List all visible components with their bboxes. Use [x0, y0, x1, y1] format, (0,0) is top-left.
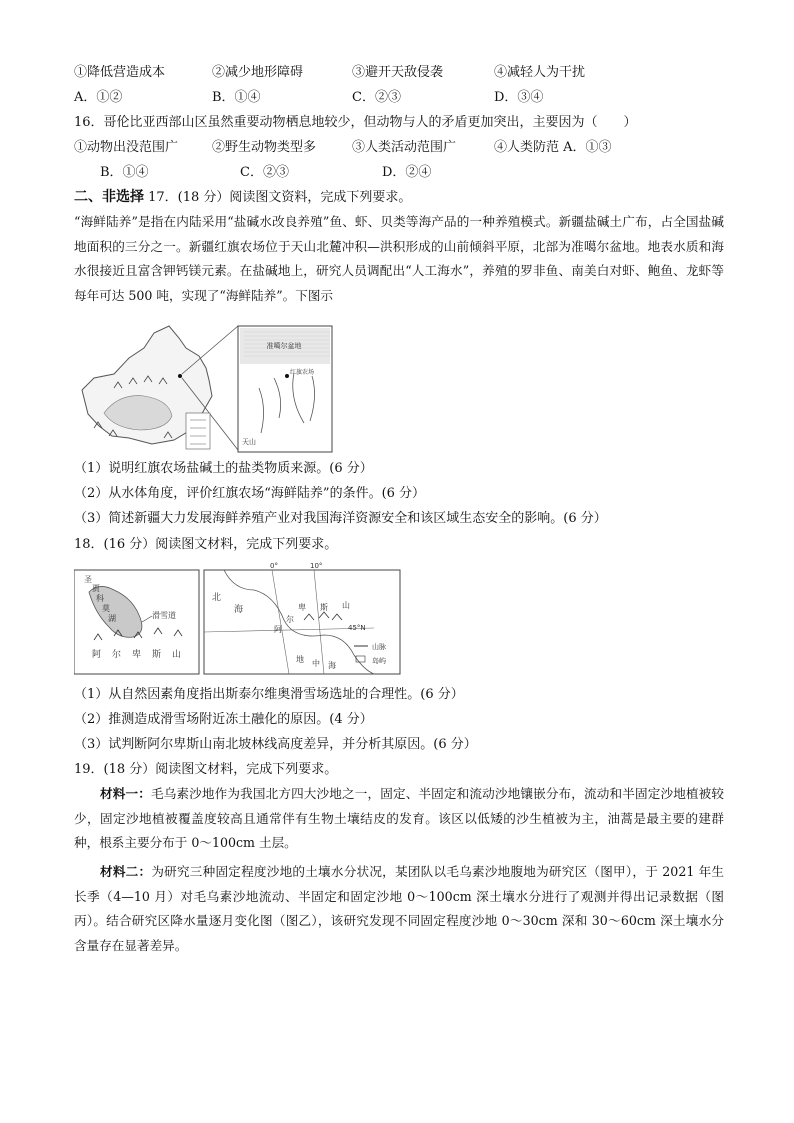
q18-question-1: （1）从自然因素角度指出斯泰尔维奥滑雪场选址的合理性。(6 分）	[74, 687, 464, 702]
alps-right-char-1: 阿	[274, 625, 282, 634]
q19-title: 19．(18 分）阅读图文材料，完成下列要求。	[74, 762, 338, 777]
ski-run-label: 滑雪道	[152, 611, 176, 620]
lon-0-label: 0°	[270, 562, 278, 570]
q16-option-2: ②野生动物类型多	[212, 140, 317, 155]
q16-choice-c: C．②③	[240, 165, 289, 180]
q16-choice-d: D．②④	[382, 165, 432, 180]
north-sea-char-1: 北	[212, 593, 222, 603]
material-2-label: 材料二：	[100, 864, 152, 879]
q15-option-4: ④减轻人为干扰	[494, 65, 586, 80]
q15-choice-c: C．②③	[352, 90, 401, 105]
inset-farm-dot	[285, 374, 289, 378]
q15-option-3: ③避开天敌侵袭	[352, 65, 444, 80]
q16-choice-b: B．①④	[100, 165, 149, 180]
q17-question-1: （1）说明红旗农场盐碱土的盐类物质来源。(6 分）	[74, 461, 373, 476]
q15-choice-a: A．①②	[74, 90, 123, 105]
med-char-3: 海	[328, 661, 336, 670]
q19-material-1	[74, 782, 724, 856]
q17-xinjiang-map	[74, 318, 334, 456]
q16-option-1: ①动物出没范围广	[74, 140, 179, 155]
q18-question-2: （2）推测造成滑雪场附近冻土融化的原因。(4 分）	[74, 712, 373, 727]
north-sea-char-2: 海	[234, 605, 244, 615]
med-char-2: 中	[312, 659, 320, 668]
q16-option-4: ④人类防范 A．①③	[494, 140, 612, 155]
q18-question-3: （3）试判断阿尔卑斯山南北坡林线高度差异，并分析其原因。(6 分）	[74, 737, 477, 752]
lake-char-3: 科	[96, 594, 104, 603]
lake-char-1: 圣	[84, 575, 92, 584]
q15-choice-d: D．③④	[494, 90, 544, 105]
legend-mountain-label: 山脉	[372, 643, 386, 651]
material-2-text: 为研究三种固定程度沙地的土壤水分状况，某团队以毛乌素沙地腹地为研究区（图甲），于 2021 年生长季（4—10 月）对毛乌素沙地流动、半固定和固定沙地 0～100cm 深土壤水分进行了观测并得出记录数据（图丙）。结合研究区降水量逐月变化图（图乙），该研究发现不同固定程度沙地 0～30cm 深和 30～60cm 深土壤水分含量存在显著差异。	[74, 864, 724, 953]
q17-question-3: （3）简述新疆大力发展海鲜养殖产业对我国海洋资源安全和该区域生态安全的影响。(6 分）	[74, 511, 607, 526]
q17-material: “海鲜陆养”是指在内陆采用“盐碱水改良养殖”鱼、虾、贝类等海产品的一种养殖模式。新疆盐碱土广布，占全国盐碱地面积的三分之一。新疆红旗农场位于天山北麓冲积—洪积形成的山前倾斜平原，北部为准噶尔盆地。地表水质和海水很接近且富含钾钙镁元素。在盐碱地上，研究人员调配出“人工海水”，养殖的罗非鱼、南美白对虾、鲍鱼、龙虾等每年可达 500 吨，实现了“海鲜陆养”。下图示	[74, 214, 724, 303]
q17-map-legend	[186, 413, 210, 449]
alps-left-char-3: 卑	[132, 650, 142, 660]
lon-10-label: 10°	[310, 562, 323, 570]
section-heading: 二、非选择	[74, 189, 144, 205]
q17-question-2: （2）从水体角度，评价红旗农场“海鲜陆养”的条件。(6 分）	[74, 486, 426, 501]
alps-right-char-5: 山	[342, 601, 350, 610]
q15-option-2: ②减少地形障碍	[212, 65, 304, 80]
material-1-label: 材料一：	[100, 786, 151, 801]
q17-title: 17．(18 分）阅读图文资料，完成下列要求。	[148, 190, 412, 205]
q19-material-2	[74, 860, 724, 958]
q15-option-1: ①降低营造成本	[74, 65, 166, 80]
lat-45-label: 45°N	[348, 624, 366, 632]
section-heading-line	[74, 188, 411, 207]
q18-alps-maps	[74, 560, 404, 678]
alps-left-char-1: 阿	[92, 650, 102, 660]
q16-option-3: ③人类活动范围广	[352, 140, 457, 155]
basin-label: 准噶尔盆地	[266, 342, 302, 350]
q18-title: 18．(16 分）阅读图文材料，完成下列要求。	[74, 537, 338, 552]
lake-char-4: 莫	[102, 604, 110, 613]
alps-right-char-3: 卑	[298, 603, 306, 612]
q15-choice-b: B．①④	[212, 90, 261, 105]
alps-right-char-2: 尔	[286, 615, 294, 624]
alps-left-char-4: 斯	[152, 650, 162, 660]
alps-left-char-5: 山	[172, 650, 182, 660]
material-1-text: 毛乌素沙地作为我国北方四大沙地之一，固定、半固定和流动沙地镶嵌分布，流动和半固定沙地植被较少，固定沙地植被覆盖度较高且通常伴有生物土壤结皮的发育。该区以低矮的沙生植被为主，油蒿是最主要的建群种，根系主要分布于 0～100cm 土层。	[74, 786, 725, 850]
med-char-1: 地	[296, 655, 304, 664]
tianshan-label: 天山	[242, 438, 256, 446]
q16-stem: 16．哥伦比亚西部山区虽然重要动物栖息地较少，但动物与人的矛盾更加突出，主要因为（ ）	[74, 115, 637, 130]
legend-island-label: 岛屿	[372, 657, 386, 665]
lake-char-2: 贾	[92, 584, 100, 593]
alps-right-char-4: 斯	[320, 603, 328, 612]
farm-location-dot	[178, 374, 182, 378]
lake-char-5: 湖	[108, 614, 116, 623]
farm-label: 红旗农场	[290, 369, 315, 376]
alps-left-char-2: 尔	[112, 650, 122, 660]
